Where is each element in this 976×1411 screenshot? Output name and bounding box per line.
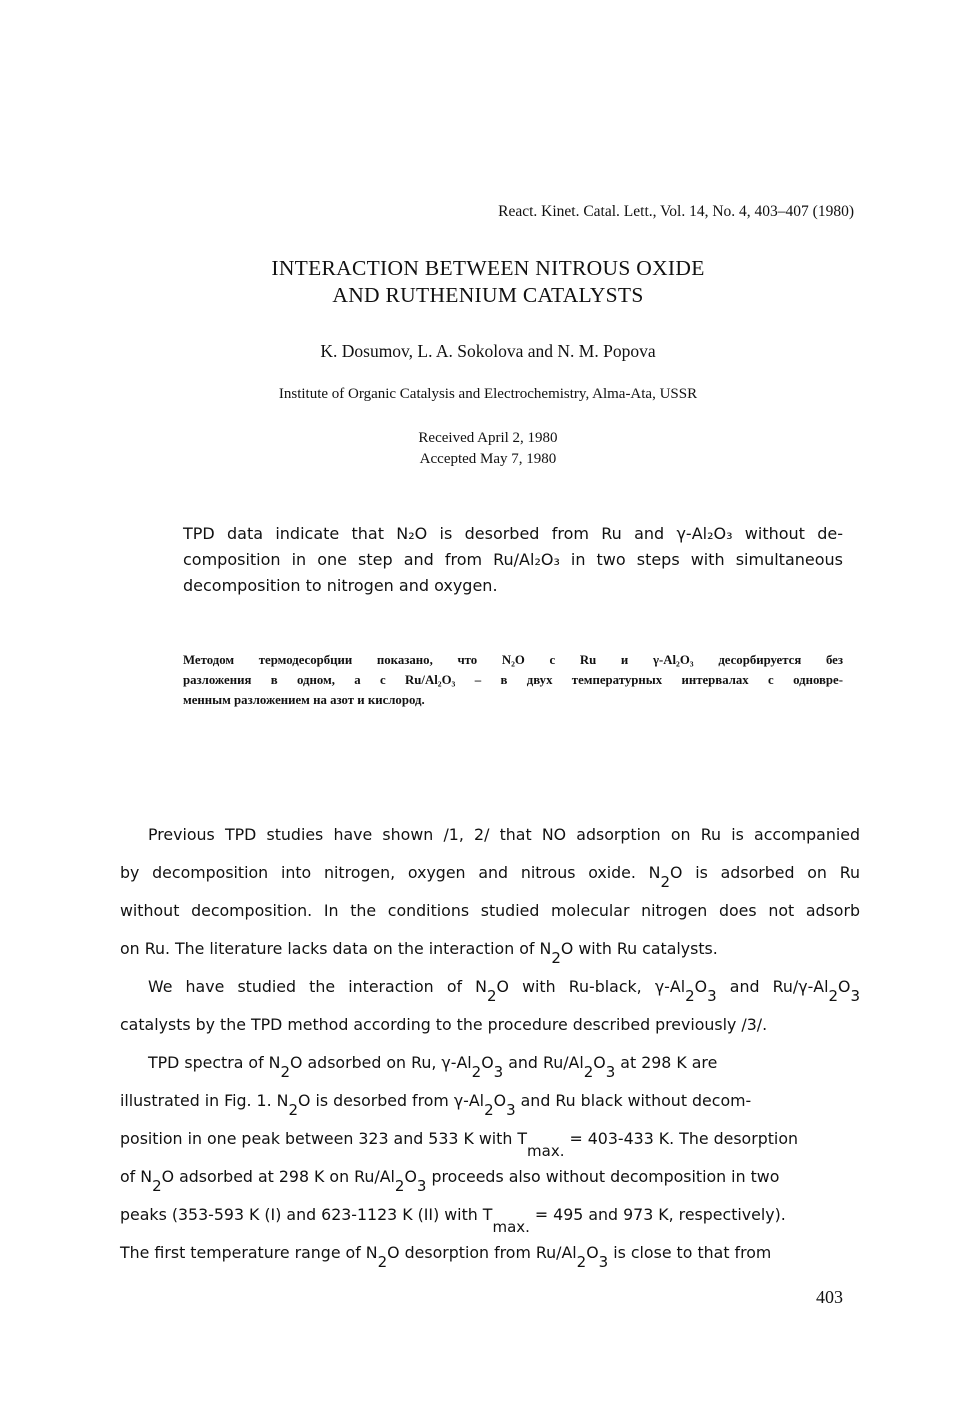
body-line: TPD spectra of N2O adsorbed on Ru, γ-Al2O3 and Ru/Al2O3 at 298 K are [148, 1053, 718, 1081]
abstract-russian [183, 650, 843, 710]
journal-citation: React. Kinet. Catal. Lett., Vol. 14, No. 4, 403–407 (1980) [498, 203, 854, 220]
body-line: position in one peak between 323 and 533 K with Tmax. = 403-433 K. The desorption [120, 1129, 798, 1160]
title-line-2: AND RUTHENIUM CATALYSTS [332, 283, 644, 307]
affiliation: Institute of Organic Catalysis and Electrochemistry, Alma-Ata, USSR [278, 386, 698, 402]
title-line-1: INTERACTION BETWEEN NITROUS OXIDE [271, 256, 705, 280]
abstract-ru-line: Методом термодесорбции показано, что N₂O с Ru и γ-Al₂O₃ десорбируется без [183, 653, 843, 667]
body-line: by decomposition into nitrogen, oxygen and nitrous oxide. N2O is adsorbed on Ru [120, 863, 860, 891]
body-line: catalysts by the TPD method according to the procedure described previously /3/. [120, 1015, 768, 1034]
abstract-en-line: decomposition to nitrogen and oxygen. [183, 576, 498, 595]
authors: K. Dosumov, L. A. Sokolova and N. M. Popova [320, 341, 656, 361]
body-line: The first temperature range of N2O desorption from Ru/Al2O3 is close to that from [120, 1243, 772, 1271]
body-line: peaks (353-593 K (I) and 623-1123 K (II) with Tmax. = 495 and 973 K, respectively). [120, 1205, 786, 1236]
body-line: on Ru. The literature lacks data on the interaction of N2O with Ru catalysts. [120, 939, 718, 967]
paragraph-3 [120, 1044, 860, 1272]
body-text [120, 816, 860, 1272]
abstract-english [183, 521, 843, 599]
body-line: of N2O adsorbed at 298 K on Ru/Al2O3 proceeds also without decomposition in two [120, 1167, 780, 1195]
body-line: without decomposition. In the conditions studied molecular nitrogen does not adsorb [120, 901, 860, 920]
body-line: We have studied the interaction of N2O with Ru-black, γ-Al2O3 and Ru/γ-Al2O3 [148, 977, 860, 1005]
page-number: 403 [816, 1287, 843, 1307]
abstract-ru-line: менным разложением на азот и кислород. [183, 693, 425, 707]
dates [0, 428, 976, 470]
accepted-date: Accepted May 7, 1980 [419, 451, 557, 467]
paragraph-2 [120, 968, 860, 1044]
paper-title [0, 255, 976, 309]
abstract-en-line: composition in one step and from Ru/Al₂O₃ in two steps with simultaneous [183, 550, 843, 569]
received-date: Received April 2, 1980 [418, 430, 558, 446]
body-line: illustrated in Fig. 1. N2O is desorbed from γ-Al2O3 and Ru black without decom- [120, 1091, 752, 1119]
paragraph-1 [120, 816, 860, 968]
abstract-en-line: TPD data indicate that N₂O is desorbed from Ru and γ-Al₂O₃ without de- [183, 524, 843, 543]
abstract-ru-line: разложения в одном, а с Ru/Al₂O₃ – в двух температурных интервалах с одновре- [183, 673, 843, 687]
body-line: Previous TPD studies have shown /1, 2/ that NO adsorption on Ru is accompanied [148, 825, 860, 844]
